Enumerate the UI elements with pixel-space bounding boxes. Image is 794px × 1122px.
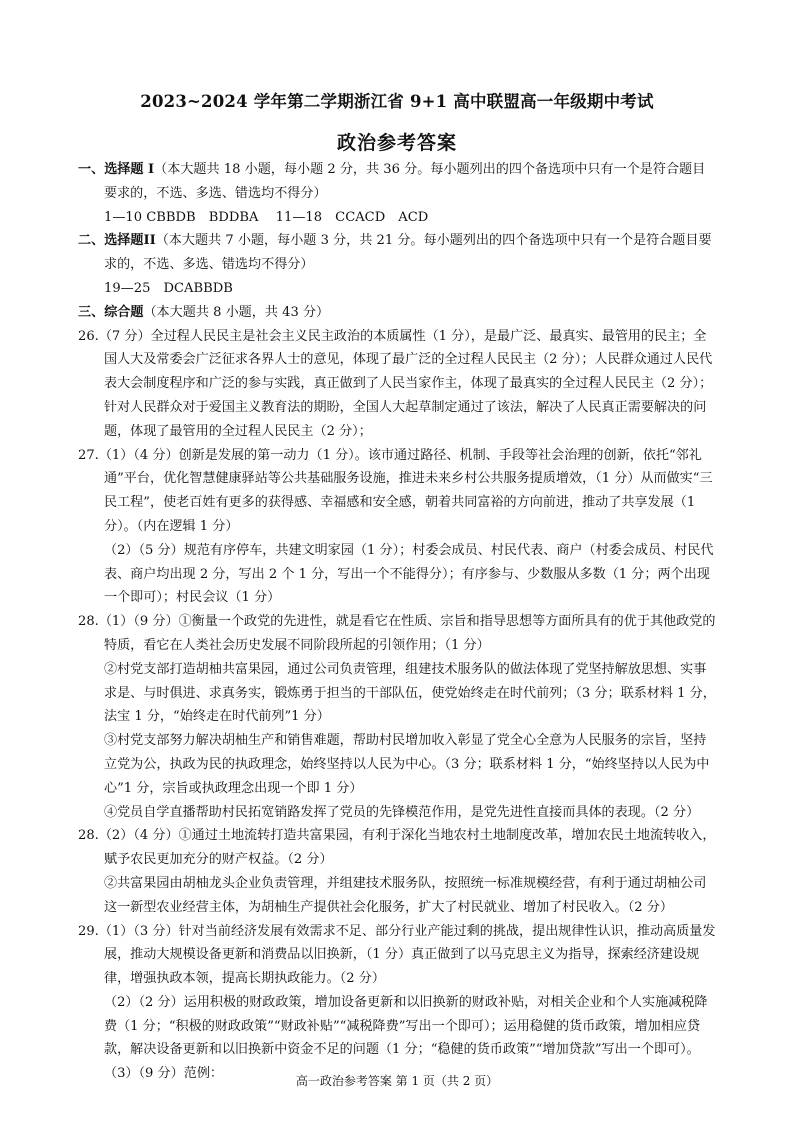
section-choice-1 — [78, 158, 718, 206]
question-number: 28. — [78, 614, 99, 630]
question-answer: （7 分）全过程人民民主是社会主义民主政治的本质属性（1 分），是最广泛、最真实、最管用的民主；全国人大及常委会广泛征求各界人士的意见，体现了最广泛的全过程人民民主（2 分）；人民群众通过人民代表大会制度程序和广泛的参与实践，真正做到了人民当家作主，体现了最真实的全过程人民民主（2 分）；针对人民群众对于爱国主义教育法的期盼，全国人大起草制定通过了该法，解决了人民真正需要解决的问题，体现了最管用的全过程人民民主（2 分）； — [98, 328, 713, 439]
section-comprehensive — [78, 301, 718, 325]
question-29-part-2: （2）（2 分）运用积极的财政政策，增加设备更新和以旧换新的财政补贴，对相关企业和个人实施减税降费（1 分；“积极的财政政策”“财政补贴”“减税降费”写出一个即可）；运用稳健的货币政策，增加相应贷款，解决设备更新和以旧换新中资金不足的问题（1 分；“稳健的货币政策”“增加贷款”写出一个即可）。 — [104, 994, 708, 1058]
page-title: 2023~2024 学年第二学期浙江省 9+1 高中联盟高一年级期中考试 — [140, 92, 654, 111]
question-answer: （2）（4 分）①通过土地流转打造共富果园，有利于深化当地农村土地制度改革，增加农民土地流转收入，赋予农民更加充分的财产权益。（2 分） — [98, 828, 716, 868]
page-footer: 高一政治参考答案 第 1 页（共 2 页） — [295, 1074, 499, 1088]
choice-1-answers: 1—10 CBBDB BDDBA 11—18 CCACD ACD — [104, 209, 429, 225]
question-26 — [78, 325, 718, 444]
section-number: 三、 — [78, 304, 105, 320]
page-subtitle: 政治参考答案 — [336, 132, 457, 154]
choice-2-answers: 19—25 DCABBDB — [104, 280, 233, 296]
question-answer: （1）（9 分）①衡量一个政党的先进性，就是看它在性质、宗旨和指导思想等方面所具有的优于其他政党的特质，看它在人类社会历史发展不同阶段所起的引领作用；（1 分） — [98, 614, 716, 653]
answer-content — [78, 158, 718, 1086]
section-description: （本大题共 18 小题，每小题 2 分，共 36 分。每小题列出的四个备选项中只有一个是符合题目要求的，不选、多选、错选均不得分） — [104, 162, 706, 201]
question-28-point-2: ②村党支部打造胡柚共富果园，通过公司负责管理，组建技术服务队的做法体现了党坚持解放思想、实事求是、与时俱进、求真务实，锻炼勇于担当的干部队伍，使党始终走在时代前列；（3 分；联系材料 1 分，法宝 1 分，“始终走在时代前列”1 分） — [104, 661, 716, 725]
question-27-part-2: （2）（5 分）规范有序停车，共建文明家园（1 分）；村委会成员、村民代表、商户（村委会成员、村民代表、商户均出现 2 分，写出 2 个 1 分，写出一个不能得分）；有序参与、少数服从多数（1 分；两个出现一个即可）；村民会议（1 分） — [104, 542, 714, 606]
section-description: （本大题共 7 小题，每小题 3 分，共 21 分。每小题列出的四个备选项中只有一个是符合题目要求的，不选、多选、错选均不得分） — [104, 233, 712, 273]
question-number: 26. — [78, 328, 99, 344]
question-number: 27. — [78, 447, 99, 463]
section-heading: 综合题 — [104, 304, 144, 320]
section-description: （本大题共 8 小题，共 43 分） — [143, 304, 330, 320]
question-28-part-1 — [78, 610, 718, 658]
question-28-part-2-point-2: ②共富果园由胡柚龙头企业负责管理，并组建技术服务队，按照统一标准规模经营，有利于通过胡柚公司这一新型农业经营主体，为胡柚生产提供社会化服务，扩大了村民就业、增加了村民收入。（2 分） — [104, 875, 707, 915]
section-number: 二、 — [78, 233, 105, 249]
question-number: 28. — [78, 828, 99, 844]
question-answer: （1）（3 分）针对当前经济发展有效需求不足、部分行业产能过剩的挑战，提出规律性认识，推动高质量发展，推动大规模设备更新和消费品以旧换新，（1 分）真正做到了以马克思主义为指导，探索经济建设规律，增强执政本领，提高长期执政能力。（2 分） — [98, 923, 716, 987]
question-28-part-2 — [78, 824, 718, 872]
section-heading: 选择题 I — [104, 162, 155, 177]
question-29-part-3: （3）（9 分）范例： — [104, 1066, 224, 1082]
question-answer: （1）（4 分）创新是发展的第一动力（1 分）。该市通过路径、机制、手段等社会治理的创新，依托“邻礼通”平台，优化智慧健康驿站等公共基础服务设施，推进未来乡村公共服务提质增效，（1 分）从而做实“三民工程”，使老百姓有更多的获得感、幸福感和安全感，朝着共同富裕的方向前进，推动了共享发展（1 分）。（内在逻辑 1 分） — [98, 447, 713, 534]
section-heading: 选择题II — [104, 233, 156, 249]
question-29-part-1 — [78, 920, 718, 991]
section-number: 一、 — [78, 162, 105, 177]
section-choice-2 — [78, 229, 718, 277]
question-number: 29. — [78, 923, 99, 939]
question-28-point-3: ③村党支部努力解决胡柚生产和销售难题，帮助村民增加收入彰显了党全心全意为人民服务的宗旨，坚持立党为公，执政为民的执政理念，始终坚持以人民为中心。（3 分；联系材料 1 分，“始终坚持以人民为中心”1 分，宗旨或执政理念出现一个即 1 分） — [104, 733, 710, 796]
question-28-point-4: ④党员自学直播帮助村民拓宽销路发挥了党员的先锋模范作用，是党先进性直接而具体的表现。（2 分） — [104, 804, 700, 820]
question-27-part-1 — [78, 444, 718, 539]
